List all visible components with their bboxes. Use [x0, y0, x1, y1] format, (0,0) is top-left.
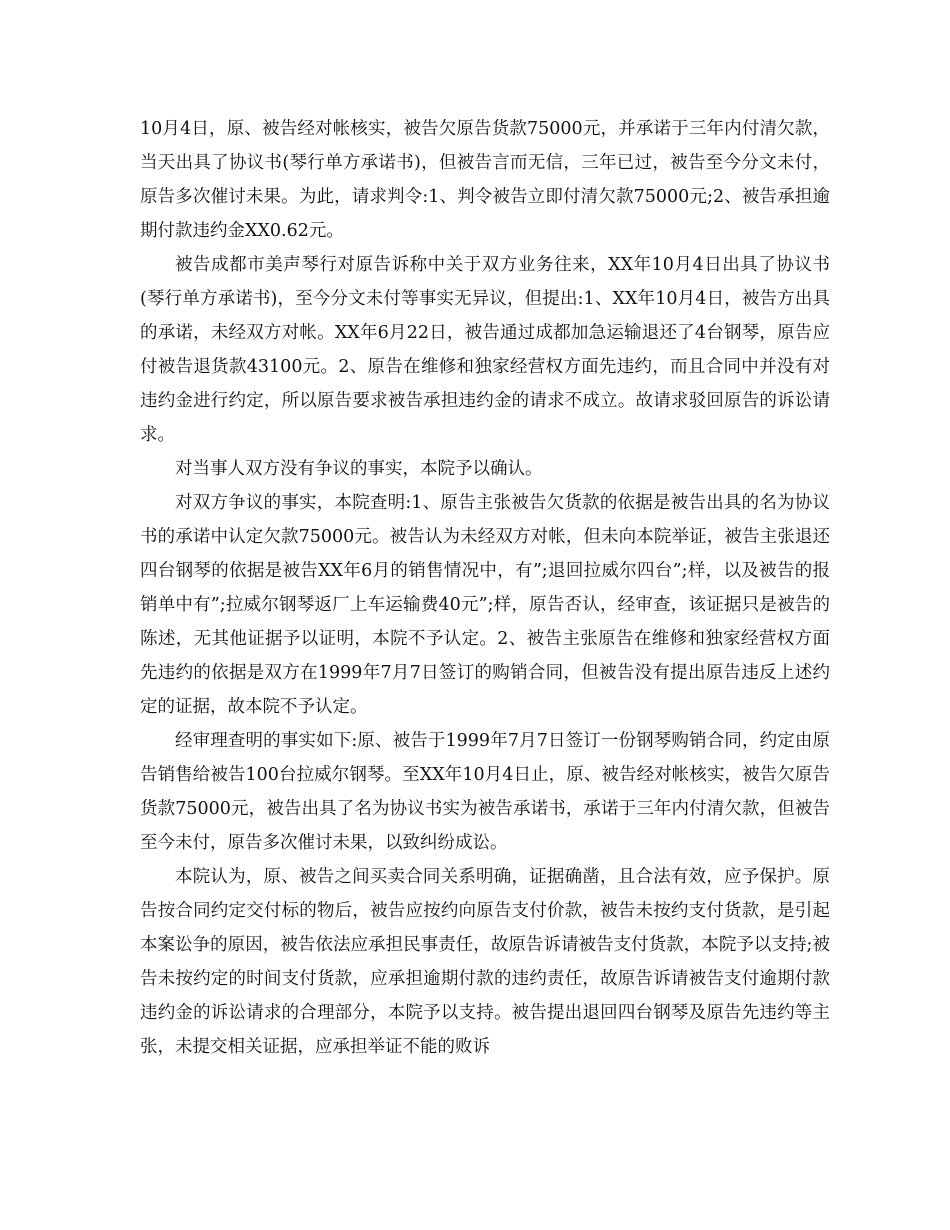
document-body	[140, 112, 830, 1064]
paragraph-2: 被告成都市美声琴行对原告诉称中关于双方业务往来，XX年10月4日出具了协议书(琴行单方承诺书)，至今分文未付等事实无异议，但提出:1、XX年10月4日，被告方出具的承诺，未经双方对帐。XX年6月22日，被告通过成都加急运输退还了4台钢琴，原告应付被告退货款43100元。2、原告在维修和独家经营权方面先违约，而且合同中并没有对违约金进行约定，所以原告要求被告承担违约金的请求不成立。故请求驳回原告的诉讼请求。	[140, 255, 830, 445]
paragraph-4: 对双方争议的事实，本院查明:1、原告主张被告欠货款的依据是被告出具的名为协议书的承诺中认定欠款75000元。被告认为未经双方对帐，但未向本院举证，被告主张退还四台钢琴的依据是被告XX年6月的销售情况中，有”;退回拉威尔四台”;样，以及被告的报销单中有”;拉威尔钢琴返厂上车运输费40元”;样，原告否认，经审查，该证据只是被告的陈述，无其他证据予以证明，本院不予认定。2、被告主张原告在维修和独家经营权方面先违约的依据是双方在1999年7月7日签订的购销合同，但被告没有提出原告违反上述约定的证据，故本院不予认定。	[140, 493, 830, 717]
paragraph-5: 经审理查明的事实如下:原、被告于1999年7月7日签订一份钢琴购销合同，约定由原告销售给被告100台拉威尔钢琴。至XX年10月4日止，原、被告经对帐核实，被告欠原告货款75000元，被告出具了名为协议书实为被告承诺书，承诺于三年内付清欠款，但被告至今未付，原告多次催讨未果，以致纠纷成讼。	[140, 731, 830, 853]
paragraph-6: 本院认为，原、被告之间买卖合同关系明确，证据确凿，且合法有效，应予保护。原告按合同约定交付标的物后，被告应按约向原告支付价款，被告未按约支付货款，是引起本案讼争的原因，被告依法应承担民事责任，故原告诉请被告支付货款，本院予以支持;被告未按约定的时间支付货款，应承担逾期付款的违约责任，故原告诉请被告支付逾期付款违约金的诉讼请求的合理部分，本院予以支持。被告提出退回四台钢琴及原告先违约等主张，未提交相关证据，应承担举证不能的败诉	[140, 867, 830, 1057]
paragraph-3: 对当事人双方没有争议的事实，本院予以确认。	[175, 459, 543, 479]
paragraph-1: 10月4日，原、被告经对帐核实，被告欠原告货款75000元，并承诺于三年内付清欠款，当天出具了协议书(琴行单方承诺书)，但被告言而无信，三年已过，被告至今分文未付，原告多次催讨未果。为此，请求判令:1、判令被告立即付清欠款75000元;2、被告承担逾期付款违约金XX0.62元。	[140, 119, 830, 241]
